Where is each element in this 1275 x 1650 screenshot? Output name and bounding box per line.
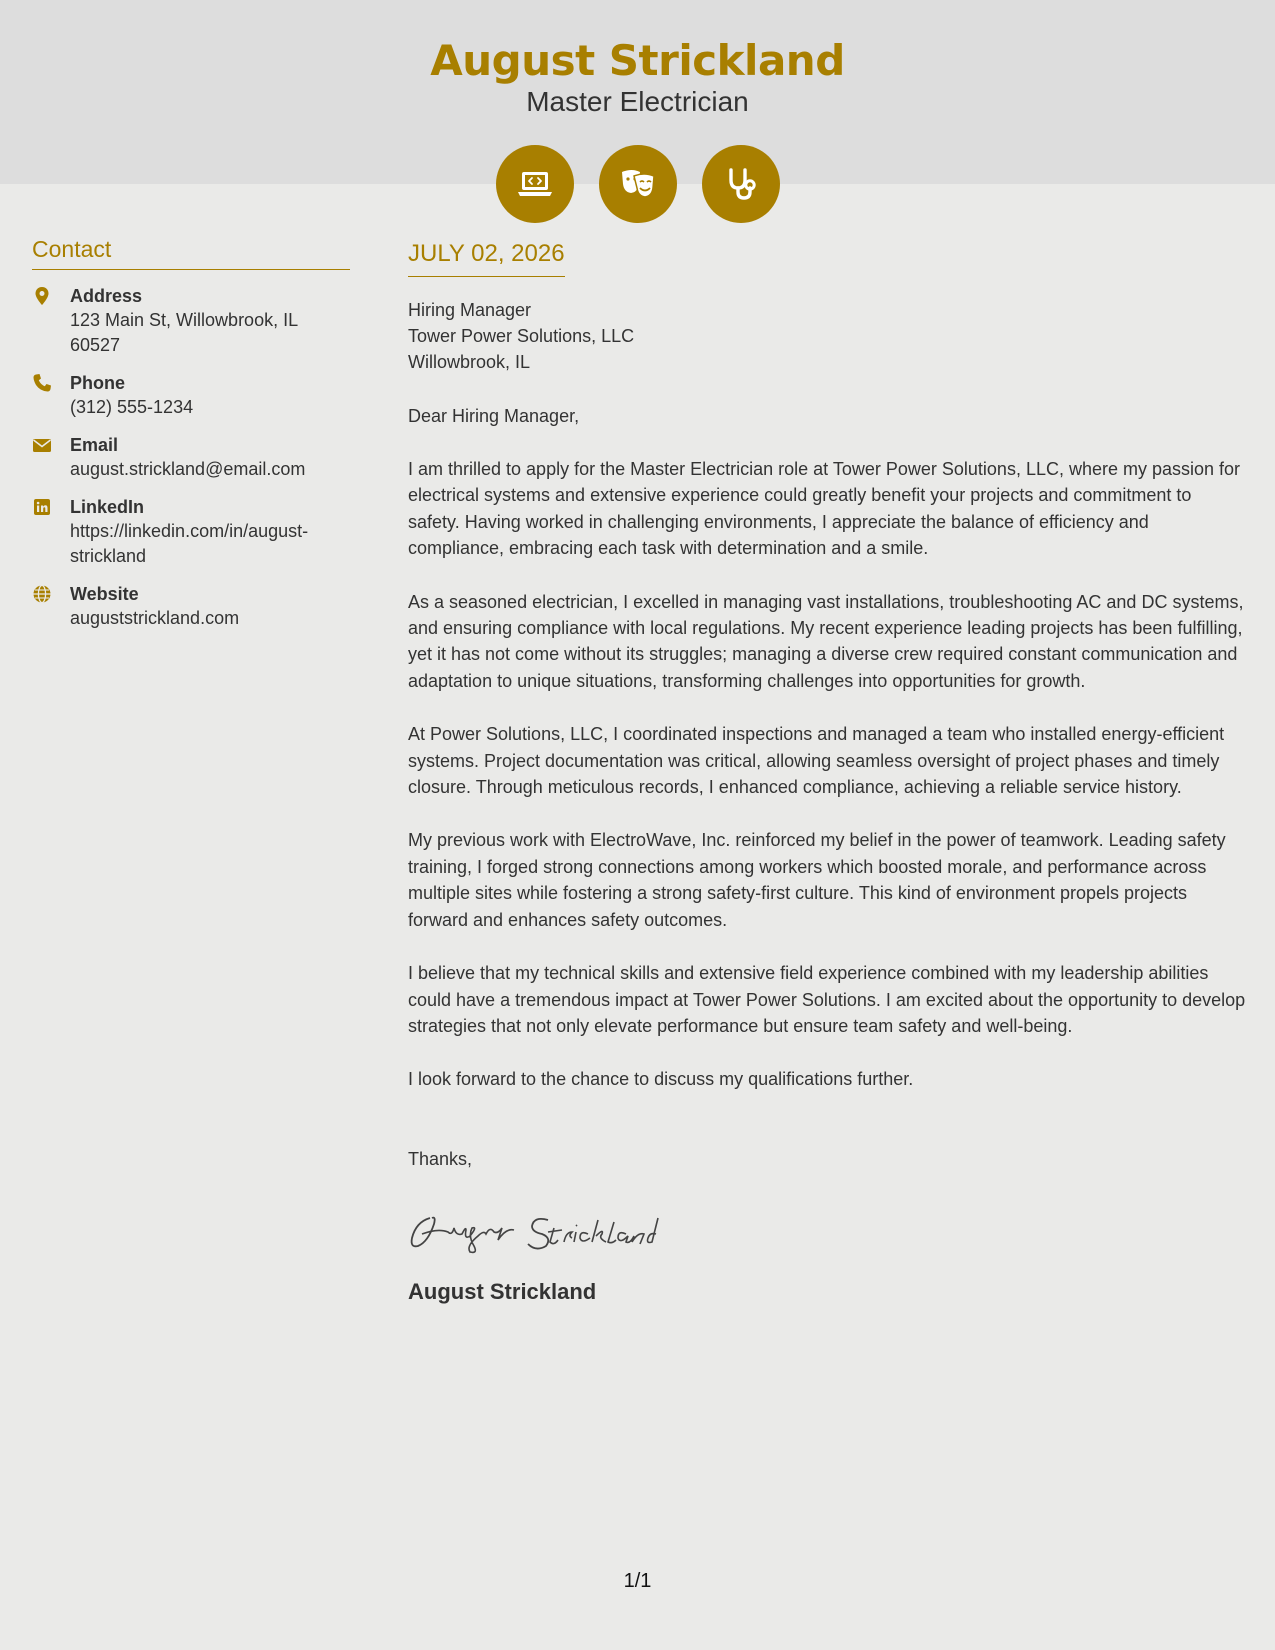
contact-sidebar <box>32 236 350 644</box>
closing: Thanks, <box>408 1148 473 1169</box>
contact-value: (312) 555-1234 <box>70 397 194 417</box>
contact-value: 123 Main St, Willowbrook, IL 60527 <box>70 310 298 355</box>
contact-linkedin <box>32 495 350 569</box>
stethoscope-icon <box>721 164 761 204</box>
laptop-code-icon <box>515 164 555 204</box>
globe-icon <box>32 582 70 631</box>
badge-masks <box>599 145 677 223</box>
contact-label: Phone <box>70 373 126 393</box>
recipient-line: Hiring Manager <box>408 300 532 320</box>
contact-value[interactable]: august.strickland@email.com <box>70 459 306 479</box>
signature-name: August Strickland <box>408 1278 597 1304</box>
recipient-line: Willowbrook, IL <box>408 352 531 372</box>
letter-paragraph: I look forward to the chance to discuss my qualifications further. <box>408 1069 914 1090</box>
applicant-name: August Strickland <box>430 36 845 85</box>
linkedin-icon <box>32 495 70 569</box>
recipient-block <box>408 297 1248 375</box>
badge-stethoscope <box>702 145 780 223</box>
letter-date: JULY 02, 2026 <box>408 240 565 277</box>
contact-phone <box>32 371 350 420</box>
badge-laptop <box>496 145 574 223</box>
theater-masks-icon <box>618 164 658 204</box>
page-number: 1/1 <box>623 1570 652 1592</box>
letter-body <box>408 240 1248 1305</box>
contact-label: Address <box>70 286 143 306</box>
letter-paragraph: My previous work with ElectroWave, Inc. reinforced my belief in the power of teamwork. Leading safety training, I forged strong connections among workers which boosted morale, and performance across multiple sites while fostering a strong safety-first culture. This kind of environment propels projects forward and enhances safety outcomes. <box>408 830 1226 930</box>
salutation: Dear Hiring Manager, <box>408 406 580 426</box>
contact-heading: Contact <box>32 236 350 270</box>
job-title: Master Electrician <box>526 86 749 117</box>
letter-paragraph: As a seasoned electrician, I excelled in managing vast installations, troubleshooting AC and DC systems, and ensuring compliance with local regulations. My recent experience leading projects has been fulfilling, yet it has not come without its struggles; managing a diverse crew required constant communication and adaptation to unique situations, transforming challenges into opportunities for growth. <box>408 591 1244 691</box>
contact-label: LinkedIn <box>70 497 145 517</box>
letter-paragraph: I am thrilled to apply for the Master Electrician role at Tower Power Solutions, LLC, where my passion for electrical systems and extensive experience could greatly benefit your projects and commitment to safety. Having worked in challenging environments, I appreciate the balance of efficiency and compliance, embracing each task with determination and a smile. <box>408 459 1241 559</box>
contact-address <box>32 284 350 358</box>
contact-label: Email <box>70 435 119 455</box>
contact-label: Website <box>70 584 139 604</box>
location-pin-icon <box>32 284 70 358</box>
contact-email <box>32 433 350 482</box>
contact-website <box>32 582 350 631</box>
phone-icon <box>32 371 70 420</box>
contact-value[interactable]: https://linkedin.com/in/august-strickland <box>70 521 309 566</box>
recipient-line: Tower Power Solutions, LLC <box>408 326 635 346</box>
handwritten-signature <box>408 1206 668 1256</box>
contact-value[interactable]: auguststrickland.com <box>70 608 240 628</box>
envelope-icon <box>32 433 70 482</box>
letter-paragraph: I believe that my technical skills and extensive field experience combined with my leadership abilities could have a tremendous impact at Tower Power Solutions. I am excited about the opportunity to develop strategies that not only elevate performance but ensure team safety and well-being. <box>408 963 1246 1036</box>
interest-badges <box>0 145 1275 223</box>
letter-paragraph: At Power Solutions, LLC, I coordinated inspections and managed a team who installed energy-efficient systems. Project documentation was critical, allowing seamless oversight of project phases and timely closure. Through meticulous records, I enhanced compliance, achieving a reliable service history. <box>408 724 1225 798</box>
